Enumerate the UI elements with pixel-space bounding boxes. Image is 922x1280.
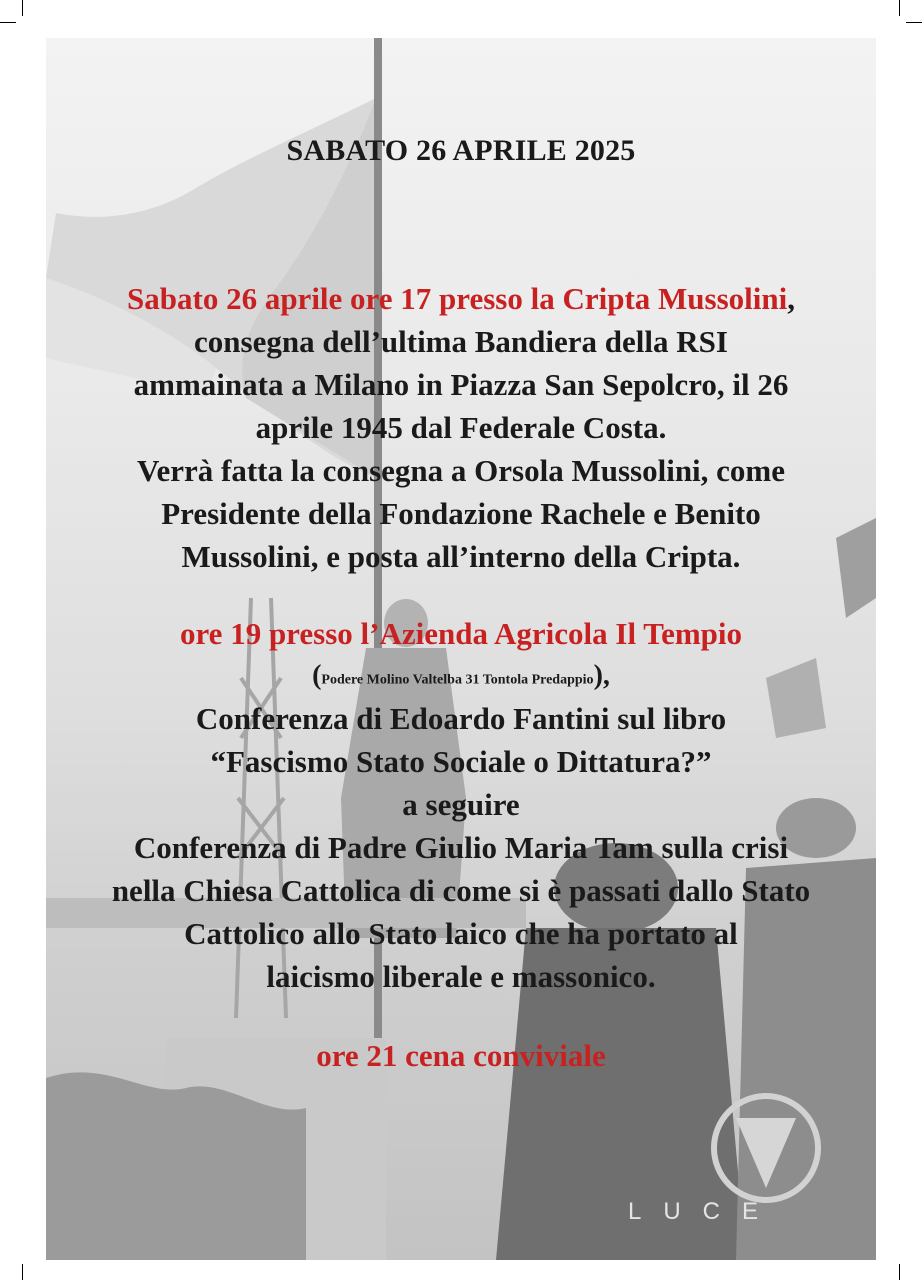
crop-mark (0, 22, 16, 23)
event2-line: laicismo liberale e massonico. (266, 959, 656, 994)
poster-text (46, 38, 876, 1260)
event1-line: Presidente della Fondazione Rachele e Benito (161, 496, 761, 531)
event1-headline (46, 281, 876, 317)
event1-comma: , (787, 281, 795, 316)
event2-line: a seguire (402, 787, 520, 822)
event2-address: (Podere Molino Valtelba 31 Tontola Predappio), (312, 660, 610, 691)
event2-time-place: ore 19 presso l’Azienda Agricola Il Tempio (179, 616, 743, 651)
crop-mark (899, 1264, 900, 1280)
luce-watermark: LUCE (628, 1198, 781, 1225)
event2-line: “Fascismo Stato Sociale o Dittatura?” (210, 744, 712, 779)
event3-dinner: ore 21 cena conviviale (316, 1038, 606, 1073)
crop-mark (22, 0, 23, 16)
event1-time-place: Sabato 26 aprile ore 17 presso la Cripta Mussolini (127, 281, 788, 316)
crop-mark (22, 1264, 23, 1280)
event1-line: ammainata a Milano in Piazza San Sepolcro, il 26 (133, 367, 789, 402)
date-heading: SABATO 26 APRILE 2025 (286, 134, 636, 167)
event2-line: Conferenza di Edoardo Fantini sul libro (195, 701, 727, 736)
event1-line: consegna dell’ultima Bandiera della RSI (194, 324, 728, 359)
event2-line: Cattolico allo Stato laico che ha portato al (184, 916, 738, 951)
crop-mark (899, 0, 900, 16)
event1-line: Mussolini, e posta all’interno della Cripta. (181, 539, 741, 574)
event2-line: Conferenza di Padre Giulio Maria Tam sulla crisi (133, 830, 789, 865)
event1-line: aprile 1945 dal Federale Costa. (255, 410, 667, 445)
event1-line: Verrà fatta la consegna a Orsola Mussolini, come (136, 453, 786, 488)
address-text: Podere Molino Valtelba 31 Tontola Predappio (321, 672, 594, 688)
event2-line: nella Chiesa Cattolica di come si è passati dallo Stato (111, 873, 811, 908)
crop-mark (906, 22, 922, 23)
